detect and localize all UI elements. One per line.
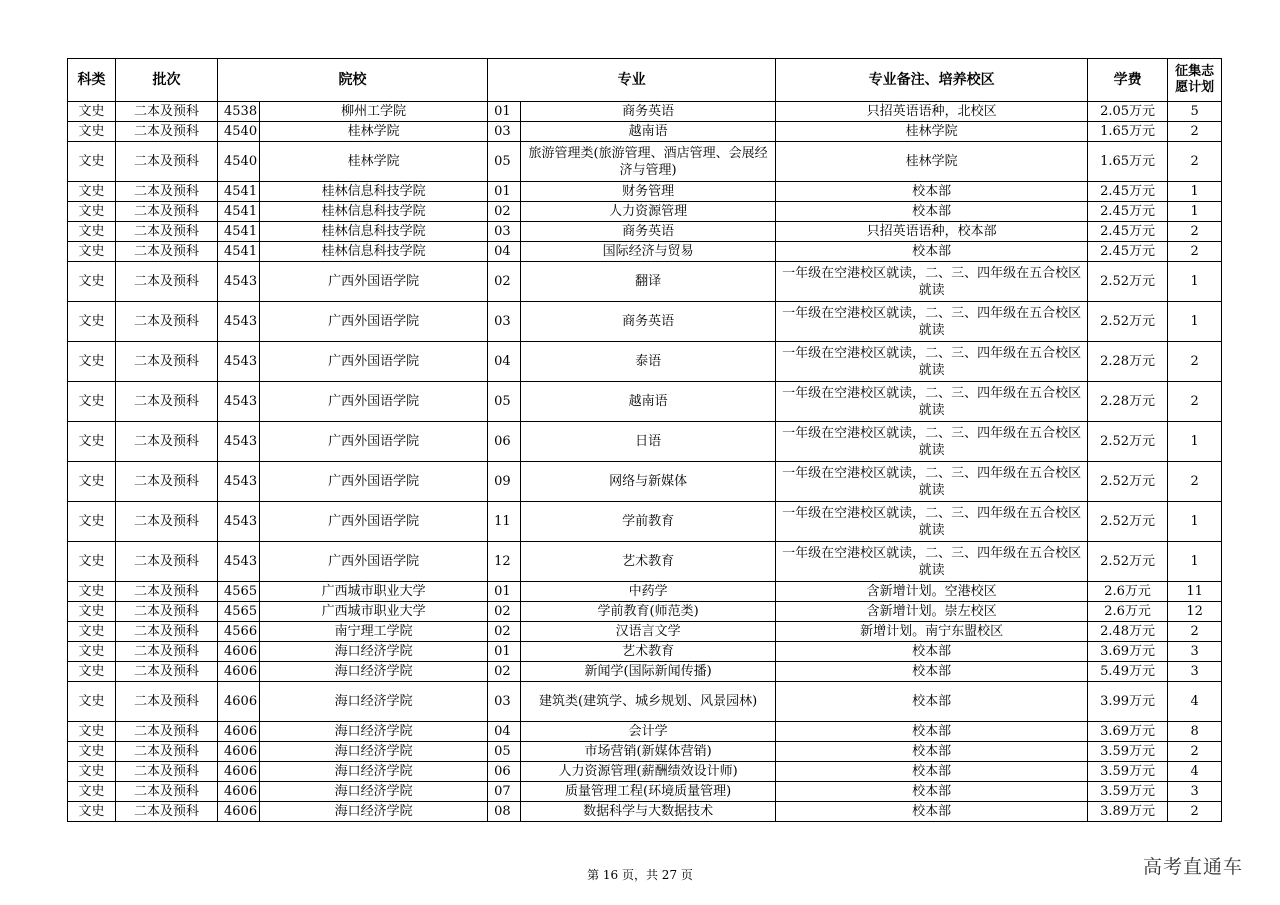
note-cell: 校本部: [776, 742, 1088, 762]
category-cell: 文史: [68, 742, 116, 762]
category-cell: 文史: [68, 382, 116, 422]
school-code-cell: 4543: [218, 262, 260, 302]
batch-cell: 二本及预科: [116, 262, 218, 302]
school-name-cell: 广西外国语学院: [260, 462, 488, 502]
category-cell: 文史: [68, 142, 116, 182]
school-name-cell: 海口经济学院: [260, 782, 488, 802]
table-row: [68, 142, 1222, 182]
batch-cell: 二本及预科: [116, 222, 218, 242]
fee-cell: 2.52万元: [1088, 262, 1168, 302]
note-cell: 一年级在空港校区就读，二、三、四年级在五合校区就读: [776, 462, 1088, 502]
table-row: [68, 202, 1222, 222]
table-row: [68, 722, 1222, 742]
major-code-cell: 01: [488, 642, 521, 662]
major-code-cell: 08: [488, 802, 521, 822]
school-code-cell: 4541: [218, 222, 260, 242]
school-code-cell: 4543: [218, 542, 260, 582]
plan-cell: 3: [1168, 642, 1222, 662]
category-cell: 文史: [68, 182, 116, 202]
plan-cell: 1: [1168, 302, 1222, 342]
table-body: [68, 102, 1222, 822]
plan-cell: 2: [1168, 122, 1222, 142]
note-cell: 校本部: [776, 722, 1088, 742]
major-code-cell: 02: [488, 662, 521, 682]
note-cell: 只招英语语种，校本部: [776, 222, 1088, 242]
major-name-cell: 越南语: [521, 122, 776, 142]
school-name-cell: 桂林信息科技学院: [260, 242, 488, 262]
page-footer: 第 16 页，共 27 页: [587, 868, 693, 882]
major-code-cell: 03: [488, 302, 521, 342]
note-cell: 校本部: [776, 762, 1088, 782]
table-row: [68, 462, 1222, 502]
school-code-cell: 4606: [218, 742, 260, 762]
major-code-cell: 01: [488, 182, 521, 202]
school-name-cell: 广西城市职业大学: [260, 602, 488, 622]
category-cell: 文史: [68, 422, 116, 462]
school-name-cell: 海口经济学院: [260, 682, 488, 722]
note-cell: 一年级在空港校区就读，二、三、四年级在五合校区就读: [776, 262, 1088, 302]
batch-cell: 二本及预科: [116, 242, 218, 262]
table-row: [68, 762, 1222, 782]
major-name-cell: 艺术教育: [521, 542, 776, 582]
note-cell: 校本部: [776, 662, 1088, 682]
batch-cell: 二本及预科: [116, 802, 218, 822]
table-row: [68, 802, 1222, 822]
category-cell: 文史: [68, 122, 116, 142]
major-name-cell: 商务英语: [521, 102, 776, 122]
category-cell: 文史: [68, 582, 116, 602]
table-row: [68, 242, 1222, 262]
category-cell: 文史: [68, 662, 116, 682]
table-row: [68, 582, 1222, 602]
fee-cell: 3.69万元: [1088, 722, 1168, 742]
note-cell: 校本部: [776, 682, 1088, 722]
fee-cell: 2.52万元: [1088, 302, 1168, 342]
school-name-cell: 广西外国语学院: [260, 262, 488, 302]
major-name-cell: 商务英语: [521, 302, 776, 342]
school-name-cell: 广西城市职业大学: [260, 582, 488, 602]
school-code-cell: 4541: [218, 202, 260, 222]
fee-cell: 1.65万元: [1088, 142, 1168, 182]
table-row: [68, 102, 1222, 122]
school-code-cell: 4606: [218, 782, 260, 802]
plan-cell: 2: [1168, 802, 1222, 822]
major-name-cell: 网络与新媒体: [521, 462, 776, 502]
fee-cell: 5.49万元: [1088, 662, 1168, 682]
school-code-cell: 4540: [218, 122, 260, 142]
note-cell: 新增计划。南宁东盟校区: [776, 622, 1088, 642]
header-category: 科类: [68, 59, 116, 102]
header-school: 院校: [218, 59, 488, 102]
school-code-cell: 4541: [218, 182, 260, 202]
note-cell: 一年级在空港校区就读，二、三、四年级在五合校区就读: [776, 342, 1088, 382]
fee-cell: 3.59万元: [1088, 762, 1168, 782]
fee-cell: 2.48万元: [1088, 622, 1168, 642]
plan-cell: 3: [1168, 662, 1222, 682]
school-name-cell: 广西外国语学院: [260, 382, 488, 422]
major-code-cell: 12: [488, 542, 521, 582]
major-code-cell: 04: [488, 242, 521, 262]
category-cell: 文史: [68, 722, 116, 742]
school-name-cell: 广西外国语学院: [260, 422, 488, 462]
plan-cell: 3: [1168, 782, 1222, 802]
note-cell: 一年级在空港校区就读，二、三、四年级在五合校区就读: [776, 302, 1088, 342]
major-name-cell: 建筑类(建筑学、城乡规划、风景园林): [521, 682, 776, 722]
category-cell: 文史: [68, 782, 116, 802]
note-cell: 校本部: [776, 782, 1088, 802]
fee-cell: 2.6万元: [1088, 582, 1168, 602]
school-name-cell: 海口经济学院: [260, 742, 488, 762]
header-row: [68, 59, 1222, 102]
school-code-cell: 4565: [218, 602, 260, 622]
category-cell: 文史: [68, 222, 116, 242]
major-name-cell: 质量管理工程(环境质量管理): [521, 782, 776, 802]
plan-cell: 1: [1168, 182, 1222, 202]
batch-cell: 二本及预科: [116, 142, 218, 182]
major-code-cell: 04: [488, 722, 521, 742]
note-cell: 一年级在空港校区就读，二、三、四年级在五合校区就读: [776, 422, 1088, 462]
major-name-cell: 日语: [521, 422, 776, 462]
major-name-cell: 汉语言文学: [521, 622, 776, 642]
plan-cell: 4: [1168, 762, 1222, 782]
fee-cell: 1.65万元: [1088, 122, 1168, 142]
note-cell: 校本部: [776, 202, 1088, 222]
fee-cell: 2.45万元: [1088, 242, 1168, 262]
plan-cell: 12: [1168, 602, 1222, 622]
note-cell: 桂林学院: [776, 122, 1088, 142]
major-name-cell: 人力资源管理: [521, 202, 776, 222]
school-code-cell: 4606: [218, 802, 260, 822]
school-code-cell: 4540: [218, 142, 260, 182]
plan-cell: 2: [1168, 242, 1222, 262]
plan-cell: 2: [1168, 622, 1222, 642]
table-row: [68, 622, 1222, 642]
school-code-cell: 4566: [218, 622, 260, 642]
plan-cell: 2: [1168, 382, 1222, 422]
school-name-cell: 广西外国语学院: [260, 302, 488, 342]
major-code-cell: 03: [488, 122, 521, 142]
batch-cell: 二本及预科: [116, 202, 218, 222]
table-row: [68, 542, 1222, 582]
header-major: 专业: [488, 59, 776, 102]
category-cell: 文史: [68, 202, 116, 222]
header-plan: 征集志愿计划: [1168, 59, 1222, 102]
school-code-cell: 4543: [218, 502, 260, 542]
school-name-cell: 桂林学院: [260, 142, 488, 182]
header-fee: 学费: [1088, 59, 1168, 102]
batch-cell: 二本及预科: [116, 762, 218, 782]
header-batch: 批次: [116, 59, 218, 102]
plan-cell: 11: [1168, 582, 1222, 602]
major-name-cell: 人力资源管理(薪酬绩效设计师): [521, 762, 776, 782]
batch-cell: 二本及预科: [116, 122, 218, 142]
plan-cell: 8: [1168, 722, 1222, 742]
school-code-cell: 4543: [218, 342, 260, 382]
batch-cell: 二本及预科: [116, 422, 218, 462]
major-code-cell: 02: [488, 262, 521, 302]
fee-cell: 2.52万元: [1088, 462, 1168, 502]
category-cell: 文史: [68, 102, 116, 122]
plan-cell: 1: [1168, 542, 1222, 582]
category-cell: 文史: [68, 642, 116, 662]
fee-cell: 3.59万元: [1088, 742, 1168, 762]
category-cell: 文史: [68, 262, 116, 302]
fee-cell: 2.52万元: [1088, 502, 1168, 542]
fee-cell: 2.6万元: [1088, 602, 1168, 622]
note-cell: 一年级在空港校区就读，二、三、四年级在五合校区就读: [776, 382, 1088, 422]
school-name-cell: 广西外国语学院: [260, 342, 488, 382]
school-name-cell: 桂林学院: [260, 122, 488, 142]
school-code-cell: 4606: [218, 642, 260, 662]
batch-cell: 二本及预科: [116, 662, 218, 682]
major-name-cell: 旅游管理类(旅游管理、酒店管理、会展经济与管理): [521, 142, 776, 182]
school-name-cell: 海口经济学院: [260, 762, 488, 782]
major-code-cell: 11: [488, 502, 521, 542]
school-code-cell: 4543: [218, 302, 260, 342]
batch-cell: 二本及预科: [116, 622, 218, 642]
category-cell: 文史: [68, 682, 116, 722]
batch-cell: 二本及预科: [116, 462, 218, 502]
fee-cell: 3.99万元: [1088, 682, 1168, 722]
plan-cell: 4: [1168, 682, 1222, 722]
enrollment-table: [67, 58, 1222, 822]
note-cell: 校本部: [776, 642, 1088, 662]
batch-cell: 二本及预科: [116, 742, 218, 762]
note-cell: 桂林学院: [776, 142, 1088, 182]
category-cell: 文史: [68, 242, 116, 262]
fee-cell: 2.45万元: [1088, 182, 1168, 202]
school-name-cell: 海口经济学院: [260, 802, 488, 822]
category-cell: 文史: [68, 542, 116, 582]
note-cell: 校本部: [776, 802, 1088, 822]
watermark: 高考直通车: [1143, 856, 1244, 878]
school-code-cell: 4541: [218, 242, 260, 262]
school-name-cell: 海口经济学院: [260, 642, 488, 662]
table-row: [68, 662, 1222, 682]
major-name-cell: 中药学: [521, 582, 776, 602]
plan-cell: 1: [1168, 202, 1222, 222]
school-code-cell: 4543: [218, 422, 260, 462]
batch-cell: 二本及预科: [116, 342, 218, 382]
major-name-cell: 新闻学(国际新闻传播): [521, 662, 776, 682]
major-code-cell: 06: [488, 762, 521, 782]
major-name-cell: 数据科学与大数据技术: [521, 802, 776, 822]
table-row: [68, 182, 1222, 202]
batch-cell: 二本及预科: [116, 782, 218, 802]
major-code-cell: 01: [488, 582, 521, 602]
major-name-cell: 学前教育(师范类): [521, 602, 776, 622]
table-row: [68, 502, 1222, 542]
table-row: [68, 742, 1222, 762]
school-code-cell: 4606: [218, 762, 260, 782]
major-code-cell: 02: [488, 602, 521, 622]
major-name-cell: 艺术教育: [521, 642, 776, 662]
batch-cell: 二本及预科: [116, 642, 218, 662]
major-name-cell: 越南语: [521, 382, 776, 422]
category-cell: 文史: [68, 762, 116, 782]
batch-cell: 二本及预科: [116, 102, 218, 122]
note-cell: 只招英语语种，北校区: [776, 102, 1088, 122]
fee-cell: 2.28万元: [1088, 382, 1168, 422]
table-row: [68, 422, 1222, 462]
plan-cell: 1: [1168, 422, 1222, 462]
note-cell: 含新增计划。崇左校区: [776, 602, 1088, 622]
table-row: [68, 642, 1222, 662]
fee-cell: 2.28万元: [1088, 342, 1168, 382]
fee-cell: 2.45万元: [1088, 222, 1168, 242]
school-name-cell: 桂林信息科技学院: [260, 182, 488, 202]
table-row: [68, 342, 1222, 382]
table-row: [68, 262, 1222, 302]
batch-cell: 二本及预科: [116, 302, 218, 342]
note-cell: 含新增计划。空港校区: [776, 582, 1088, 602]
table-row: [68, 782, 1222, 802]
table-row: [68, 302, 1222, 342]
fee-cell: 3.89万元: [1088, 802, 1168, 822]
table-row: [68, 382, 1222, 422]
fee-cell: 2.45万元: [1088, 202, 1168, 222]
school-name-cell: 海口经济学院: [260, 722, 488, 742]
major-code-cell: 05: [488, 382, 521, 422]
table-row: [68, 682, 1222, 722]
major-name-cell: 国际经济与贸易: [521, 242, 776, 262]
batch-cell: 二本及预科: [116, 542, 218, 582]
major-code-cell: 02: [488, 622, 521, 642]
school-code-cell: 4606: [218, 662, 260, 682]
major-name-cell: 泰语: [521, 342, 776, 382]
plan-cell: 2: [1168, 142, 1222, 182]
school-code-cell: 4538: [218, 102, 260, 122]
major-name-cell: 翻译: [521, 262, 776, 302]
category-cell: 文史: [68, 302, 116, 342]
school-code-cell: 4565: [218, 582, 260, 602]
plan-cell: 1: [1168, 502, 1222, 542]
note-cell: 校本部: [776, 182, 1088, 202]
note-cell: 校本部: [776, 242, 1088, 262]
school-name-cell: 桂林信息科技学院: [260, 222, 488, 242]
category-cell: 文史: [68, 342, 116, 382]
note-cell: 一年级在空港校区就读，二、三、四年级在五合校区就读: [776, 542, 1088, 582]
batch-cell: 二本及预科: [116, 502, 218, 542]
plan-cell: 2: [1168, 342, 1222, 382]
major-name-cell: 会计学: [521, 722, 776, 742]
major-name-cell: 学前教育: [521, 502, 776, 542]
major-code-cell: 06: [488, 422, 521, 462]
batch-cell: 二本及预科: [116, 582, 218, 602]
batch-cell: 二本及预科: [116, 722, 218, 742]
school-name-cell: 桂林信息科技学院: [260, 202, 488, 222]
note-cell: 一年级在空港校区就读，二、三、四年级在五合校区就读: [776, 502, 1088, 542]
major-code-cell: 01: [488, 102, 521, 122]
batch-cell: 二本及预科: [116, 682, 218, 722]
major-code-cell: 07: [488, 782, 521, 802]
major-name-cell: 财务管理: [521, 182, 776, 202]
fee-cell: 2.52万元: [1088, 542, 1168, 582]
plan-cell: 2: [1168, 462, 1222, 502]
school-name-cell: 广西外国语学院: [260, 502, 488, 542]
table-row: [68, 122, 1222, 142]
major-code-cell: 05: [488, 142, 521, 182]
fee-cell: 3.69万元: [1088, 642, 1168, 662]
category-cell: 文史: [68, 462, 116, 502]
major-code-cell: 04: [488, 342, 521, 382]
category-cell: 文史: [68, 602, 116, 622]
school-name-cell: 柳州工学院: [260, 102, 488, 122]
fee-cell: 2.52万元: [1088, 422, 1168, 462]
header-note: 专业备注、培养校区: [776, 59, 1088, 102]
table-row: [68, 222, 1222, 242]
plan-cell: 5: [1168, 102, 1222, 122]
major-code-cell: 05: [488, 742, 521, 762]
school-code-cell: 4606: [218, 682, 260, 722]
category-cell: 文史: [68, 622, 116, 642]
school-code-cell: 4606: [218, 722, 260, 742]
category-cell: 文史: [68, 502, 116, 542]
school-name-cell: 广西外国语学院: [260, 542, 488, 582]
major-name-cell: 市场营销(新媒体营销): [521, 742, 776, 762]
batch-cell: 二本及预科: [116, 182, 218, 202]
table-row: [68, 602, 1222, 622]
plan-cell: 2: [1168, 742, 1222, 762]
school-code-cell: 4543: [218, 382, 260, 422]
major-code-cell: 03: [488, 222, 521, 242]
school-name-cell: 南宁理工学院: [260, 622, 488, 642]
batch-cell: 二本及预科: [116, 382, 218, 422]
plan-cell: 1: [1168, 262, 1222, 302]
plan-cell: 2: [1168, 222, 1222, 242]
major-code-cell: 02: [488, 202, 521, 222]
school-name-cell: 海口经济学院: [260, 662, 488, 682]
category-cell: 文史: [68, 802, 116, 822]
major-code-cell: 03: [488, 682, 521, 722]
fee-cell: 3.59万元: [1088, 782, 1168, 802]
fee-cell: 2.05万元: [1088, 102, 1168, 122]
major-name-cell: 商务英语: [521, 222, 776, 242]
school-code-cell: 4543: [218, 462, 260, 502]
batch-cell: 二本及预科: [116, 602, 218, 622]
major-code-cell: 09: [488, 462, 521, 502]
